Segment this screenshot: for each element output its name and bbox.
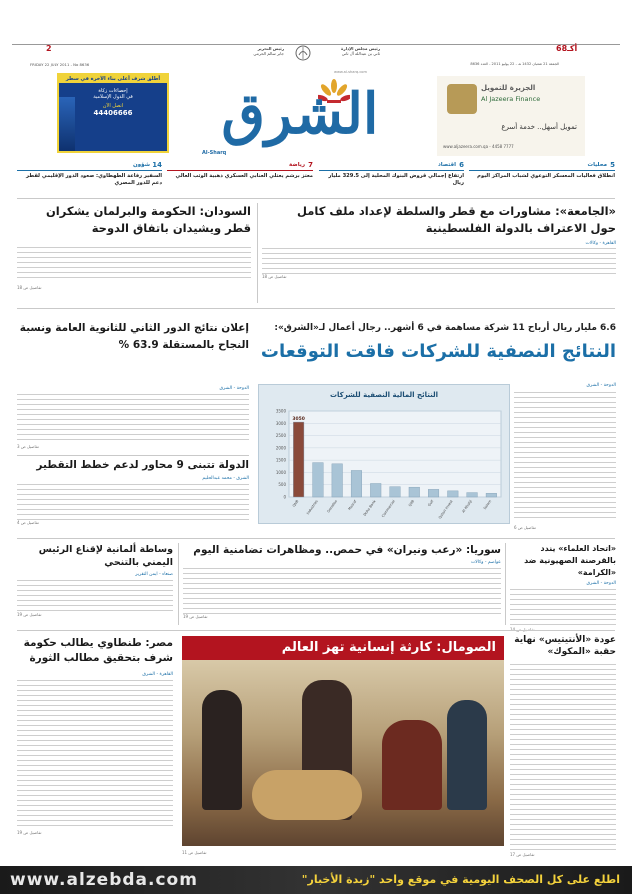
article-israel[interactable] [510,634,616,864]
editor-name: جابر سالم الحرمي [253,51,284,56]
article-sudan[interactable] [17,203,251,303]
article-syria[interactable] [183,543,501,625]
teaser-sports-name: رياضة [289,162,305,168]
article-israel-text [510,664,616,852]
article-state-more[interactable]: تفاصيل ص 4 [17,520,39,525]
article-sudan-more[interactable]: تفاصيل ص 18 [17,285,42,290]
chart-bar [428,489,439,497]
article-tantawi-text [17,680,173,830]
masthead-latin: Al-Sharq [202,150,227,156]
teaser-sports[interactable] [167,163,313,193]
divider [17,630,615,631]
chart-bar [332,464,343,497]
chart-title: النتائج المالية النصفية للشركات [329,391,439,399]
main-story-more-link[interactable]: تفاصيل ص 6 [514,525,536,530]
chart-ytick-label: 1500 [275,457,286,463]
chart-category-label: QIIB [407,499,416,508]
chart-category-label: Salam [482,499,493,511]
article-ulema-text [510,589,616,627]
article-tantawi-source: القاهرة - الشرق [142,672,173,677]
footer-website[interactable]: www.alzebda.com [10,870,198,890]
chart-category-label: Gulf [427,499,435,508]
article-jamia-title: «الجامعة»: مشاورات مع قطر والسلطة لإعداد ملف كامل حول الاعتراف بالدولة الفلسطينية [297,204,616,235]
divider [17,198,615,199]
finance-footer: www.aljazeera.com.qa - 4458 7777 [443,144,514,149]
divider [17,538,615,539]
teaser-affairs-header [17,163,162,171]
main-story-body [514,383,616,523]
teaser-local-text: انطلاق فعاليات المعسكر التوعوي لشباب المراكز اليوم [477,173,615,179]
chairman-label: رئيس مجلس الإدارة [341,46,380,51]
photo-figure [202,690,242,810]
article-germany-title: وساطة ألمانية لإقناع الرئيس اليمني بالتنحي [38,544,173,568]
chart-bar [313,463,324,497]
main-story[interactable] [254,322,616,380]
finance-slogan: تمويل أسهل.. خدمة أسرع [501,123,577,131]
article-germany-text [17,580,173,612]
teaser-economy-name: اقتصاد [437,162,456,168]
article-germany-source: صنعاء - ايمن التقرير [135,572,173,577]
charity-ad-line3: في الدول الإسلامية [93,94,133,100]
chart-bar [486,493,497,497]
article-syria-title: سوريا: «رعب ونيران» في حمص.. ومظاهرات تضامنية اليوم [193,544,501,556]
main-story-title: النتائج النصفية للشركات فاقت التوقعات [260,341,616,362]
article-germany[interactable] [17,543,173,625]
main-story-byline: الدوحة - الشرق [586,383,616,388]
main-story-more[interactable] [514,525,616,530]
article-sudan-title: السودان: الحكومة والبرلمان يشكران قطر ويشيدان باتفاق الدوحة [45,204,251,235]
article-syria-text [183,568,501,614]
photo-figure [447,700,487,810]
masthead-website: www.al-sharq.com [334,70,367,74]
article-exams-body [17,386,249,452]
teaser-affairs-text: السفير رفاعة الطهطاوي: صعود الدور الإقليمي لقطر دعم للدور المصري [26,173,162,186]
article-ulema[interactable] [510,543,616,625]
article-state-title: الدولة تتبنى 9 محاور لدعم خطط التقطير [36,459,249,471]
chart-ytick-label: 1000 [275,469,286,475]
chart-ytick-label: 3500 [275,408,286,414]
chart-category-label: Masraf [347,499,358,511]
divider [17,308,615,309]
article-jamia-more[interactable]: تفاصيل ص 18 [262,274,287,279]
teaser-local-header [469,163,615,171]
page-number-left [46,44,52,53]
teaser-economy-num: 6 [459,161,464,169]
teaser-affairs[interactable] [17,163,162,193]
chart-bar [293,422,304,497]
page-number-value: 2 [46,44,52,53]
footer-banner[interactable] [0,866,632,894]
article-exams-more[interactable]: تفاصيل ص 3 [17,444,39,449]
teaser-economy-header [319,163,464,171]
article-somalia-title: الصومال: كارثة إنسانية تهز العالم [281,640,496,655]
chart-data-label: 3050 [292,417,305,423]
charity-ad-headline: أطلق شرف أعلى بناء الآخرة في سطر [59,75,167,83]
article-somalia-more[interactable]: تفاصيل ص 11 [182,850,207,855]
chart-bar [390,487,401,497]
article-state-text [17,484,249,520]
teaser-local-num: 5 [610,161,615,169]
chart-ytick-label: 500 [278,482,286,488]
divider [505,543,506,625]
masthead-title: الشرق [221,81,379,147]
editor-label: رئيس التحرير [257,46,284,51]
article-exams-source: الدوحة - الشرق [219,386,249,391]
divider [178,543,179,625]
article-state-source: الشرق - محمد عبدالحليم [202,476,249,481]
chairman-name: ثاني بن عبدالله آل ثاني [341,51,380,56]
article-tantawi-more[interactable]: تفاصيل ص 19 [17,830,42,835]
charity-ad-line2: إحصاءات زكاة [98,88,128,94]
teaser-sports-text: معتز برشم يعتلي العنابي العسكري ذهبية الوثب العالي [175,173,313,179]
photo-figure [382,720,442,810]
chart-category-label: Al Khaliji [461,499,473,514]
article-syria-source: عواصم - وكالات [470,560,501,565]
photo-figure [252,770,362,820]
date-arabic: الجمعة 21 شعبان 1432 هـ - 22 يوليو 2011 - العدد 8636 [470,62,559,66]
page-number-right [556,44,577,53]
main-story-kicker: 6.6 مليار ريال أرباح 11 شركة مساهمة في 6 أشهر.. رجال أعمال لـ«الشرق»: [274,323,616,333]
section-teasers [17,163,615,193]
editor-block [232,46,284,56]
charity-ad-line4: اتصل الآن [102,103,124,109]
article-germany-more[interactable]: تفاصيل ص 19 [17,612,42,617]
teaser-economy-text: ارتفاع إجمالي قروض البنوك المحلية إلى 329.5 مليار ريال [328,173,464,186]
teaser-local-name: محليات [587,162,607,168]
chart-bar [409,487,420,497]
teaser-affairs-num: 14 [152,161,162,169]
article-israel-title: عودة «الأنتيتيس» نهاية حقبة «المكوك» [514,635,616,657]
article-exams-text [17,394,249,444]
finance-brand-en: Al Jazeera Finance [481,95,541,103]
divider [257,203,258,303]
finance-ad[interactable] [437,76,585,156]
article-somalia[interactable] [182,636,504,864]
chairman-block [318,46,380,56]
chart-bar [351,470,362,497]
article-state[interactable] [17,458,249,528]
emblem-icon [293,44,313,62]
article-jamia[interactable] [262,203,616,303]
date-english: FRIDAY 22 JULY 2011 - No 8636 [30,62,90,67]
chart-bar [448,491,459,497]
divider [17,455,249,456]
article-syria-more[interactable]: تفاصيل ص 19 [183,614,208,619]
footer-tagline: اطلع على كل الصحف اليومية في موقع واحد "زبدة الأخبار" [301,873,620,886]
chart-category-label: Qatari Invest [437,499,454,520]
chart-ytick-label: 2000 [275,445,286,451]
teaser-economy[interactable] [319,163,464,193]
chart-ytick-label: 0 [283,494,286,500]
article-tantawi-title: مصر: طنطاوي يطالب حكومة شرف بتحقيق مطالب الثورة [23,637,173,664]
teaser-local[interactable] [469,163,615,193]
article-israel-more[interactable]: تفاصيل ص 17 [510,852,535,857]
chart-category-label: Doha Bank [362,499,377,517]
chart-category-label: Commercial [380,499,396,519]
article-jamia-source: القاهرة - وكالات [585,241,616,246]
article-ulema-source: الدوحة - الشرق [586,581,616,586]
charity-ad-phone: 44406666 [93,109,133,117]
page-code-number: 68 [556,44,568,53]
teaser-sports-num: 7 [308,161,313,169]
chart-plot [259,405,511,523]
article-exams[interactable] [17,320,249,390]
finance-logo-icon [447,84,477,114]
chart-bar [370,483,381,497]
results-chart [258,384,510,524]
article-sudan-body [17,247,251,281]
masthead [200,68,400,158]
chart-category-label: QNB [291,499,300,508]
article-jamia-body [262,248,616,274]
article-exams-title: إعلان نتائج الدور الثاني للثانوية العامة ونسبة النجاح بالمستقلة 63.9 % [19,322,249,351]
chart-ytick-label: 3000 [275,420,286,426]
charity-ad-graphic [59,97,75,153]
chart-bar [467,493,478,497]
somalia-photo [182,660,504,846]
teaser-sports-header [167,163,313,171]
page-code-label: أكـ [567,44,578,53]
top-rule [12,44,620,45]
chart-category-label: Ooredoo [326,499,339,514]
article-ulema-title: «اتحاد العلماء» يندد بالقرصنة الصهيونية ضد «الكرامة» [524,544,616,577]
charity-ad[interactable] [57,73,169,153]
article-tantawi[interactable] [17,636,173,864]
teaser-affairs-name: شؤون [133,162,150,168]
main-story-text [514,392,616,520]
chart-ytick-label: 2500 [275,433,286,439]
somalia-banner [182,636,504,660]
chart-category-label: Industries [305,499,319,516]
finance-brand-ar: الجزيرة للتمويل [481,84,536,92]
